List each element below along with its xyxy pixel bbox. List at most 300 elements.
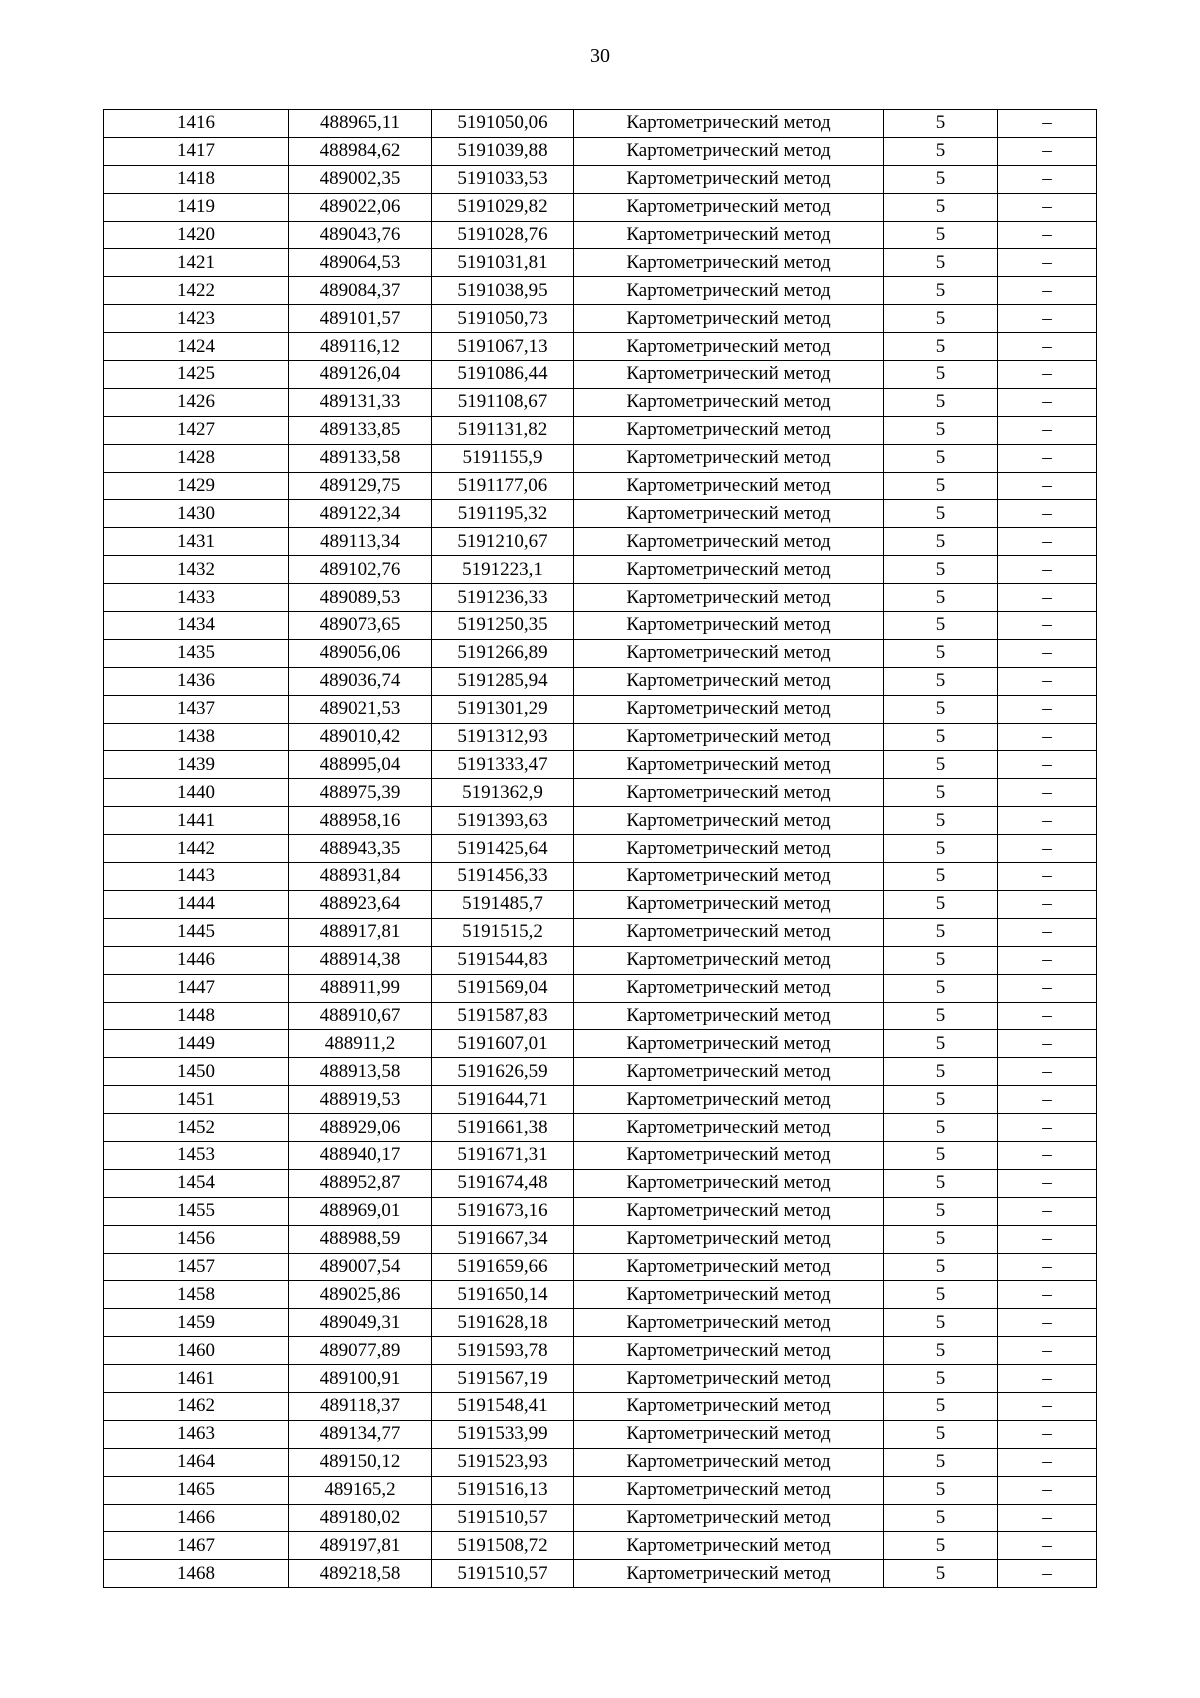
note-cell: – [998,333,1097,361]
method-cell: Картометрический метод [574,556,884,584]
x-coordinate-cell: 488919,53 [289,1086,432,1114]
table-row [104,1476,1097,1504]
table-row [104,918,1097,946]
x-coordinate-cell: 488969,01 [289,1197,432,1225]
point-number-cell: 1449 [104,1030,289,1058]
accuracy-cell: 5 [884,1281,998,1309]
x-coordinate-cell: 488923,64 [289,890,432,918]
note-cell: – [998,444,1097,472]
note-cell: – [998,500,1097,528]
table-row [104,528,1097,556]
x-coordinate-cell: 489010,42 [289,723,432,751]
accuracy-cell: 5 [884,193,998,221]
point-number-cell: 1454 [104,1169,289,1197]
note-cell: – [998,305,1097,333]
table-row [104,946,1097,974]
table-row [104,137,1097,165]
accuracy-cell: 5 [884,1114,998,1142]
y-coordinate-cell: 5191050,06 [432,110,574,138]
method-cell: Картометрический метод [574,1114,884,1142]
x-coordinate-cell: 489007,54 [289,1253,432,1281]
table-row [104,612,1097,640]
accuracy-cell: 5 [884,110,998,138]
table-row [104,1420,1097,1448]
y-coordinate-cell: 5191510,57 [432,1560,574,1588]
point-number-cell: 1457 [104,1253,289,1281]
note-cell: – [998,1365,1097,1393]
x-coordinate-cell: 488940,17 [289,1141,432,1169]
method-cell: Картометрический метод [574,890,884,918]
note-cell: – [998,1114,1097,1142]
method-cell: Картометрический метод [574,946,884,974]
method-cell: Картометрический метод [574,1281,884,1309]
x-coordinate-cell: 489043,76 [289,221,432,249]
note-cell: – [998,667,1097,695]
note-cell: – [998,137,1097,165]
point-number-cell: 1455 [104,1197,289,1225]
accuracy-cell: 5 [884,835,998,863]
method-cell: Картометрический метод [574,1002,884,1030]
x-coordinate-cell: 488911,2 [289,1030,432,1058]
note-cell: – [998,1309,1097,1337]
x-coordinate-cell: 488929,06 [289,1114,432,1142]
y-coordinate-cell: 5191607,01 [432,1030,574,1058]
point-number-cell: 1467 [104,1532,289,1560]
table-row [104,333,1097,361]
table-row [104,835,1097,863]
point-number-cell: 1439 [104,751,289,779]
y-coordinate-cell: 5191223,1 [432,556,574,584]
note-cell: – [998,221,1097,249]
y-coordinate-cell: 5191038,95 [432,277,574,305]
table-row [104,723,1097,751]
method-cell: Картометрический метод [574,779,884,807]
x-coordinate-cell: 489218,58 [289,1560,432,1588]
note-cell: – [998,277,1097,305]
table-row [104,667,1097,695]
method-cell: Картометрический метод [574,667,884,695]
note-cell: – [998,612,1097,640]
x-coordinate-cell: 489113,34 [289,528,432,556]
accuracy-cell: 5 [884,1420,998,1448]
table-row [104,890,1097,918]
x-coordinate-cell: 489036,74 [289,667,432,695]
method-cell: Картометрический метод [574,1365,884,1393]
y-coordinate-cell: 5191033,53 [432,165,574,193]
point-number-cell: 1438 [104,723,289,751]
accuracy-cell: 5 [884,333,998,361]
y-coordinate-cell: 5191523,93 [432,1448,574,1476]
note-cell: – [998,528,1097,556]
x-coordinate-cell: 489064,53 [289,249,432,277]
y-coordinate-cell: 5191628,18 [432,1309,574,1337]
note-cell: – [998,1225,1097,1253]
note-cell: – [998,1002,1097,1030]
method-cell: Картометрический метод [574,1030,884,1058]
note-cell: – [998,193,1097,221]
note-cell: – [998,695,1097,723]
y-coordinate-cell: 5191210,67 [432,528,574,556]
note-cell: – [998,1281,1097,1309]
accuracy-cell: 5 [884,1169,998,1197]
table-row [104,1086,1097,1114]
note-cell: – [998,835,1097,863]
note-cell: – [998,946,1097,974]
table-row [104,1504,1097,1532]
table-row [104,1532,1097,1560]
table-row [104,165,1097,193]
note-cell: – [998,1058,1097,1086]
table-row [104,472,1097,500]
y-coordinate-cell: 5191533,99 [432,1420,574,1448]
note-cell: – [998,779,1097,807]
note-cell: – [998,890,1097,918]
page-number: 30 [590,45,610,67]
x-coordinate-cell: 489197,81 [289,1532,432,1560]
table-row [104,1337,1097,1365]
table-row [104,193,1097,221]
note-cell: – [998,723,1097,751]
method-cell: Картометрический метод [574,1476,884,1504]
accuracy-cell: 5 [884,974,998,1002]
method-cell: Картометрический метод [574,1532,884,1560]
method-cell: Картометрический метод [574,1309,884,1337]
note-cell: – [998,1337,1097,1365]
method-cell: Картометрический метод [574,835,884,863]
x-coordinate-cell: 488965,11 [289,110,432,138]
y-coordinate-cell: 5191516,13 [432,1476,574,1504]
table-row [104,1141,1097,1169]
accuracy-cell: 5 [884,946,998,974]
accuracy-cell: 5 [884,751,998,779]
x-coordinate-cell: 488913,58 [289,1058,432,1086]
x-coordinate-cell: 488910,67 [289,1002,432,1030]
point-number-cell: 1427 [104,416,289,444]
method-cell: Картометрический метод [574,110,884,138]
accuracy-cell: 5 [884,723,998,751]
y-coordinate-cell: 5191236,33 [432,584,574,612]
accuracy-cell: 5 [884,1030,998,1058]
point-number-cell: 1450 [104,1058,289,1086]
table-row [104,444,1097,472]
note-cell: – [998,1141,1097,1169]
y-coordinate-cell: 5191029,82 [432,193,574,221]
point-number-cell: 1446 [104,946,289,974]
y-coordinate-cell: 5191131,82 [432,416,574,444]
point-number-cell: 1417 [104,137,289,165]
accuracy-cell: 5 [884,667,998,695]
y-coordinate-cell: 5191312,93 [432,723,574,751]
note-cell: – [998,110,1097,138]
y-coordinate-cell: 5191456,33 [432,863,574,891]
note-cell: – [998,918,1097,946]
method-cell: Картометрический метод [574,277,884,305]
y-coordinate-cell: 5191548,41 [432,1392,574,1420]
method-cell: Картометрический метод [574,1197,884,1225]
point-number-cell: 1463 [104,1420,289,1448]
accuracy-cell: 5 [884,1141,998,1169]
note-cell: – [998,1197,1097,1225]
point-number-cell: 1465 [104,1476,289,1504]
x-coordinate-cell: 489126,04 [289,361,432,389]
coordinates-table [103,109,1097,1588]
y-coordinate-cell: 5191425,64 [432,835,574,863]
y-coordinate-cell: 5191250,35 [432,612,574,640]
table-row [104,1225,1097,1253]
method-cell: Картометрический метод [574,1420,884,1448]
table-row [104,221,1097,249]
y-coordinate-cell: 5191485,7 [432,890,574,918]
table-row [104,751,1097,779]
y-coordinate-cell: 5191544,83 [432,946,574,974]
accuracy-cell: 5 [884,388,998,416]
method-cell: Картометрический метод [574,807,884,835]
note-cell: – [998,639,1097,667]
table-row [104,556,1097,584]
point-number-cell: 1421 [104,249,289,277]
accuracy-cell: 5 [884,528,998,556]
x-coordinate-cell: 489101,57 [289,305,432,333]
y-coordinate-cell: 5191644,71 [432,1086,574,1114]
method-cell: Картометрический метод [574,1253,884,1281]
table-row [104,1448,1097,1476]
x-coordinate-cell: 488975,39 [289,779,432,807]
point-number-cell: 1429 [104,472,289,500]
y-coordinate-cell: 5191155,9 [432,444,574,472]
accuracy-cell: 5 [884,584,998,612]
x-coordinate-cell: 489021,53 [289,695,432,723]
note-cell: – [998,165,1097,193]
note-cell: – [998,807,1097,835]
method-cell: Картометрический метод [574,1392,884,1420]
point-number-cell: 1447 [104,974,289,1002]
accuracy-cell: 5 [884,639,998,667]
x-coordinate-cell: 489165,2 [289,1476,432,1504]
note-cell: – [998,416,1097,444]
y-coordinate-cell: 5191177,06 [432,472,574,500]
table-row [104,361,1097,389]
y-coordinate-cell: 5191626,59 [432,1058,574,1086]
x-coordinate-cell: 489025,86 [289,1281,432,1309]
x-coordinate-cell: 489073,65 [289,612,432,640]
accuracy-cell: 5 [884,277,998,305]
point-number-cell: 1451 [104,1086,289,1114]
method-cell: Картометрический метод [574,584,884,612]
y-coordinate-cell: 5191587,83 [432,1002,574,1030]
method-cell: Картометрический метод [574,974,884,1002]
table-row [104,277,1097,305]
table-row [104,1281,1097,1309]
x-coordinate-cell: 488914,38 [289,946,432,974]
point-number-cell: 1432 [104,556,289,584]
method-cell: Картометрический метод [574,695,884,723]
point-number-cell: 1464 [104,1448,289,1476]
y-coordinate-cell: 5191508,72 [432,1532,574,1560]
point-number-cell: 1420 [104,221,289,249]
x-coordinate-cell: 489022,06 [289,193,432,221]
x-coordinate-cell: 488984,62 [289,137,432,165]
accuracy-cell: 5 [884,918,998,946]
accuracy-cell: 5 [884,416,998,444]
accuracy-cell: 5 [884,1309,998,1337]
accuracy-cell: 5 [884,361,998,389]
y-coordinate-cell: 5191393,63 [432,807,574,835]
table-row [104,974,1097,1002]
table-row [104,1030,1097,1058]
point-number-cell: 1456 [104,1225,289,1253]
y-coordinate-cell: 5191661,38 [432,1114,574,1142]
accuracy-cell: 5 [884,249,998,277]
accuracy-cell: 5 [884,807,998,835]
accuracy-cell: 5 [884,221,998,249]
x-coordinate-cell: 489129,75 [289,472,432,500]
x-coordinate-cell: 489131,33 [289,388,432,416]
method-cell: Картометрический метод [574,221,884,249]
table-row [104,110,1097,138]
y-coordinate-cell: 5191569,04 [432,974,574,1002]
note-cell: – [998,1392,1097,1420]
note-cell: – [998,361,1097,389]
note-cell: – [998,388,1097,416]
accuracy-cell: 5 [884,863,998,891]
x-coordinate-cell: 489116,12 [289,333,432,361]
point-number-cell: 1424 [104,333,289,361]
accuracy-cell: 5 [884,890,998,918]
note-cell: – [998,249,1097,277]
y-coordinate-cell: 5191362,9 [432,779,574,807]
x-coordinate-cell: 489122,34 [289,500,432,528]
table-row [104,1309,1097,1337]
method-cell: Картометрический метод [574,723,884,751]
method-cell: Картометрический метод [574,165,884,193]
x-coordinate-cell: 489133,85 [289,416,432,444]
y-coordinate-cell: 5191108,67 [432,388,574,416]
x-coordinate-cell: 489056,06 [289,639,432,667]
table-row [104,1058,1097,1086]
y-coordinate-cell: 5191028,76 [432,221,574,249]
point-number-cell: 1430 [104,500,289,528]
table-row [104,1169,1097,1197]
note-cell: – [998,472,1097,500]
point-number-cell: 1418 [104,165,289,193]
accuracy-cell: 5 [884,444,998,472]
y-coordinate-cell: 5191067,13 [432,333,574,361]
accuracy-cell: 5 [884,1476,998,1504]
accuracy-cell: 5 [884,137,998,165]
point-number-cell: 1416 [104,110,289,138]
coordinates-table-body [104,110,1097,1588]
accuracy-cell: 5 [884,500,998,528]
note-cell: – [998,863,1097,891]
method-cell: Картометрический метод [574,500,884,528]
y-coordinate-cell: 5191673,16 [432,1197,574,1225]
x-coordinate-cell: 489102,76 [289,556,432,584]
method-cell: Картометрический метод [574,444,884,472]
accuracy-cell: 5 [884,612,998,640]
note-cell: – [998,751,1097,779]
y-coordinate-cell: 5191515,2 [432,918,574,946]
x-coordinate-cell: 489084,37 [289,277,432,305]
method-cell: Картометрический метод [574,1058,884,1086]
y-coordinate-cell: 5191510,57 [432,1504,574,1532]
x-coordinate-cell: 489150,12 [289,1448,432,1476]
method-cell: Картометрический метод [574,751,884,779]
point-number-cell: 1459 [104,1309,289,1337]
point-number-cell: 1423 [104,305,289,333]
accuracy-cell: 5 [884,1532,998,1560]
x-coordinate-cell: 488931,84 [289,863,432,891]
method-cell: Картометрический метод [574,1141,884,1169]
note-cell: – [998,1086,1097,1114]
point-number-cell: 1437 [104,695,289,723]
y-coordinate-cell: 5191086,44 [432,361,574,389]
accuracy-cell: 5 [884,165,998,193]
accuracy-cell: 5 [884,695,998,723]
method-cell: Картометрический метод [574,1504,884,1532]
table-row [104,807,1097,835]
x-coordinate-cell: 489100,91 [289,1365,432,1393]
table-row [104,416,1097,444]
note-cell: – [998,1030,1097,1058]
point-number-cell: 1440 [104,779,289,807]
x-coordinate-cell: 488952,87 [289,1169,432,1197]
y-coordinate-cell: 5191659,66 [432,1253,574,1281]
method-cell: Картометрический метод [574,1448,884,1476]
point-number-cell: 1426 [104,388,289,416]
table-row [104,388,1097,416]
method-cell: Картометрический метод [574,361,884,389]
note-cell: – [998,556,1097,584]
method-cell: Картометрический метод [574,1337,884,1365]
accuracy-cell: 5 [884,779,998,807]
y-coordinate-cell: 5191671,31 [432,1141,574,1169]
accuracy-cell: 5 [884,1002,998,1030]
note-cell: – [998,974,1097,1002]
x-coordinate-cell: 488911,99 [289,974,432,1002]
x-coordinate-cell: 489049,31 [289,1309,432,1337]
table-row [104,639,1097,667]
method-cell: Картометрический метод [574,612,884,640]
point-number-cell: 1419 [104,193,289,221]
point-number-cell: 1442 [104,835,289,863]
method-cell: Картометрический метод [574,388,884,416]
y-coordinate-cell: 5191301,29 [432,695,574,723]
table-row [104,1560,1097,1588]
method-cell: Картометрический метод [574,416,884,444]
point-number-cell: 1466 [104,1504,289,1532]
table-row [104,1197,1097,1225]
point-number-cell: 1436 [104,667,289,695]
y-coordinate-cell: 5191195,32 [432,500,574,528]
y-coordinate-cell: 5191650,14 [432,1281,574,1309]
x-coordinate-cell: 488988,59 [289,1225,432,1253]
accuracy-cell: 5 [884,1225,998,1253]
accuracy-cell: 5 [884,1448,998,1476]
table-row [104,1392,1097,1420]
method-cell: Картометрический метод [574,137,884,165]
point-number-cell: 1435 [104,639,289,667]
table-row [104,1365,1097,1393]
accuracy-cell: 5 [884,556,998,584]
point-number-cell: 1462 [104,1392,289,1420]
x-coordinate-cell: 489002,35 [289,165,432,193]
note-cell: – [998,1532,1097,1560]
x-coordinate-cell: 488943,35 [289,835,432,863]
method-cell: Картометрический метод [574,639,884,667]
method-cell: Картометрический метод [574,1086,884,1114]
x-coordinate-cell: 489180,02 [289,1504,432,1532]
point-number-cell: 1468 [104,1560,289,1588]
